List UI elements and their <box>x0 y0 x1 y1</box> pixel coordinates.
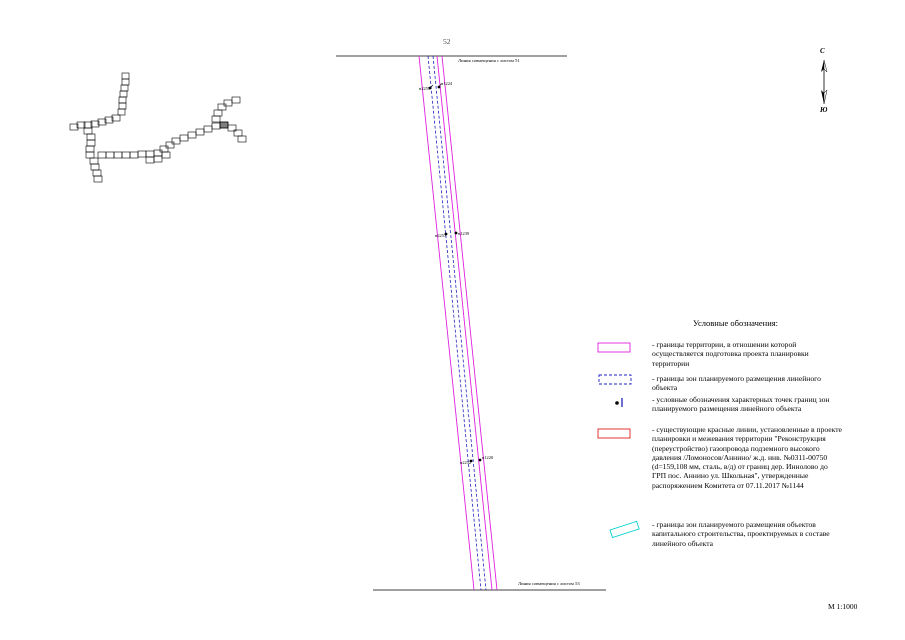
point-label: н1224 <box>441 81 453 86</box>
top-match-label: Линия совмещения с листом 51 <box>458 58 520 63</box>
legend-text: - границы зон планируемого размещения объектов капитального строительства, проектируемых в составе линейного объекта <box>652 520 830 548</box>
point-group-1 <box>429 84 441 89</box>
territory-boundary <box>419 56 497 590</box>
legend-text: - условные обозначения характерных точек границ зон планируемого размещения линейного объекта <box>652 395 830 414</box>
map-scale: М 1:1000 <box>828 602 858 611</box>
zone-boundary <box>428 56 486 590</box>
point-label: н1220 <box>482 455 494 460</box>
point-label: н2257 <box>435 233 447 238</box>
north-arrow-icon <box>821 60 827 104</box>
cyan-rect-icon <box>610 521 639 537</box>
legend-text: - границы территории, в отношении которой осуществляется подготовка проекта планировки территории <box>652 340 809 368</box>
north-label: С <box>820 47 825 55</box>
legend-title: Условные обозначения: <box>693 318 779 328</box>
blue-dashed-rect-icon <box>599 375 631 384</box>
bottom-match-label: Линия совмещения с листом 53 <box>518 581 580 586</box>
point-label: н2252 <box>460 460 472 465</box>
magenta-rect-icon <box>598 343 630 352</box>
red-rect-icon <box>598 429 630 438</box>
point-group-3 <box>470 459 482 463</box>
legend-text: - существующие красные линии, установленные в проекте планировки и межевания территории "Реконструкция (переустройство) газопровода подземного высокого давления /Ломоносов/Аннино/ ж.д. инв. №0311-00750 (d=159,108 мм, сталь, в/д) от границ дер. Иннолово до ГРП пос. Аннино ул. Школьная", утвержденные распоряжением Комитета от 07.11.2017 №1144 <box>652 425 842 490</box>
point-label: н2255 <box>419 86 431 91</box>
sheet-index-map <box>70 73 246 182</box>
legend-text: - границы зон планируемого размещения линейного объекта <box>652 374 821 393</box>
point-marker-icon <box>615 398 622 407</box>
south-label: Ю <box>820 106 828 114</box>
sheet-number: 52 <box>443 37 451 46</box>
point-label: н1239 <box>458 231 470 236</box>
